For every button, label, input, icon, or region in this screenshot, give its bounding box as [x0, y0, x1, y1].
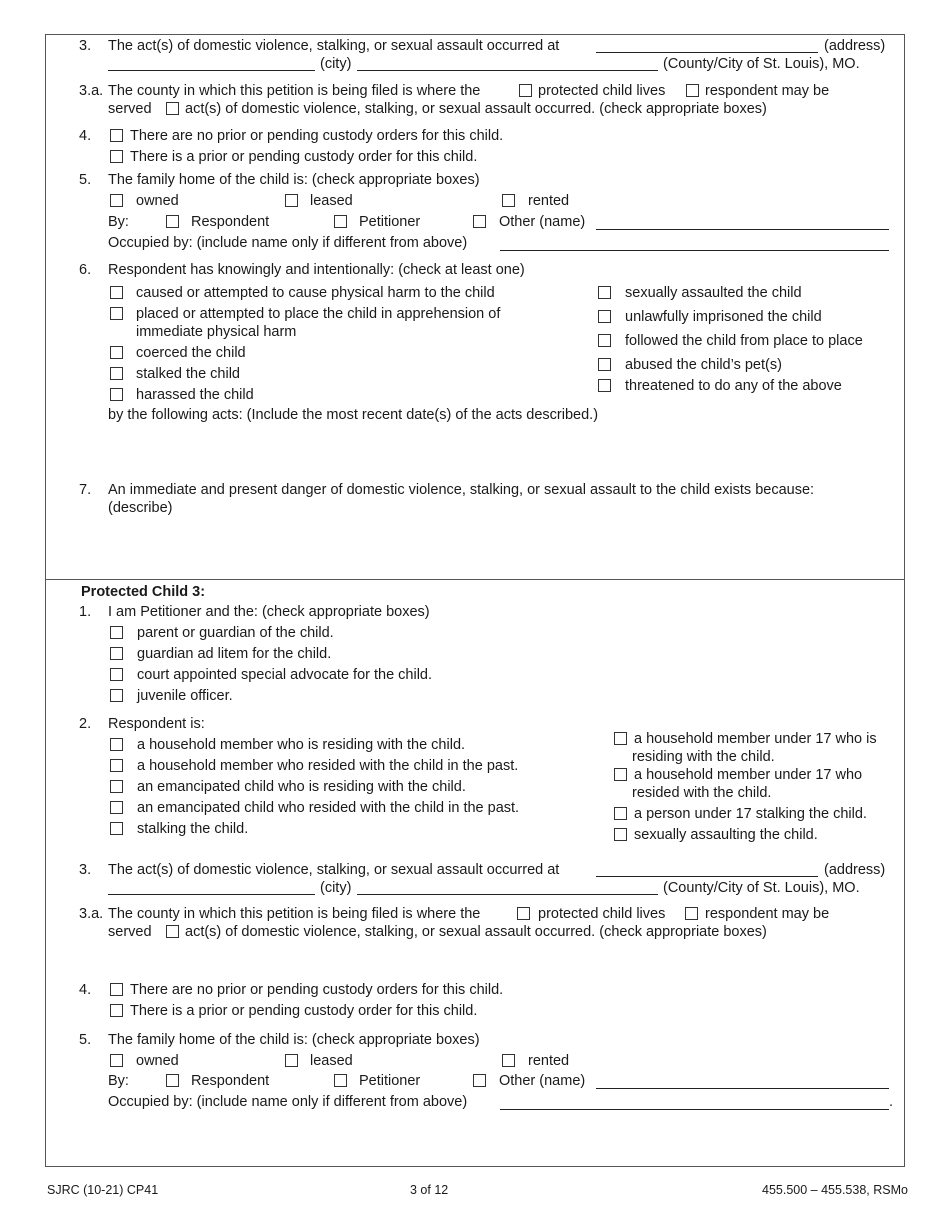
no-custody-checkbox[interactable]: [110, 129, 123, 142]
lives-label: protected child lives: [538, 906, 666, 922]
casa-checkbox[interactable]: [110, 668, 123, 681]
page-number: 3 of 12: [410, 1183, 449, 1197]
under17-stalking-checkbox[interactable]: [614, 807, 627, 820]
coerced-checkbox[interactable]: [110, 346, 123, 359]
casa-label: court appointed special advocate for the child.: [137, 667, 433, 683]
item6-text: Respondent has knowingly and intentionally: (check at least one): [108, 262, 525, 278]
followed-checkbox[interactable]: [598, 334, 611, 347]
harm-label: caused or attempted to cause physical harm to the child: [136, 285, 495, 301]
item-number: 4.: [79, 128, 92, 144]
under17-resided-label: a household member under 17 who: [634, 767, 863, 783]
by-petitioner-checkbox[interactable]: [334, 215, 347, 228]
pets-checkbox[interactable]: [598, 358, 611, 371]
threatened-label: threatened to do any of the above: [625, 378, 842, 394]
followed-label: followed the child from place to place: [625, 333, 863, 349]
apprehension-label: placed or attempted to place the child in apprehension of: [136, 306, 501, 322]
threatened-checkbox[interactable]: [598, 379, 611, 392]
address-field[interactable]: [596, 876, 818, 877]
item-number: 5.: [79, 1032, 92, 1048]
by-respondent-label: Respondent: [191, 1073, 270, 1089]
leased-label: leased: [310, 193, 353, 209]
acts-occurred-checkbox[interactable]: [166, 102, 179, 115]
stalking-checkbox[interactable]: [110, 822, 123, 835]
lives-checkbox[interactable]: [517, 907, 530, 920]
item3a-text: The county in which this petition is being filed is where the: [108, 906, 481, 922]
gal-checkbox[interactable]: [110, 647, 123, 660]
lives-checkbox[interactable]: [519, 84, 532, 97]
household-resided-label: a household member who resided with the child in the past.: [137, 758, 519, 774]
section-heading: Protected Child 3:: [81, 584, 206, 600]
occupied-label: Occupied by: (include name only if different from above): [108, 235, 468, 251]
item1-text: I am Petitioner and the: (check appropriate boxes): [108, 604, 430, 620]
emancipated-resided-label: an emancipated child who resided with the child in the past.: [137, 800, 520, 816]
household-residing-checkbox[interactable]: [110, 738, 123, 751]
occupied-label: Occupied by: (include name only if different from above): [108, 1094, 468, 1110]
statute-reference: 455.500 – 455.538, RSMo: [762, 1183, 908, 1197]
address-label: (address): [824, 862, 886, 878]
by-respondent-label: Respondent: [191, 214, 270, 230]
by-petitioner-label: Petitioner: [359, 1073, 421, 1089]
emancipated-residing-label: an emancipated child who is residing with the child.: [137, 779, 466, 795]
owned-label: owned: [136, 193, 179, 209]
county-field[interactable]: [357, 894, 658, 895]
lives-label: protected child lives: [538, 83, 666, 99]
item-number: 6.: [79, 262, 92, 278]
item-number: 3.a.: [79, 83, 104, 99]
no-custody-label: There are no prior or pending custody orders for this child.: [130, 128, 504, 144]
respondent-served-label: respondent may be: [705, 83, 830, 99]
gal-label: guardian ad litem for the child.: [137, 646, 332, 662]
under17-resided-label-cont: resided with the child.: [632, 785, 772, 801]
juvenile-officer-checkbox[interactable]: [110, 689, 123, 702]
by-other-checkbox[interactable]: [473, 1074, 486, 1087]
by-other-label: Other (name): [499, 214, 586, 230]
by-petitioner-checkbox[interactable]: [334, 1074, 347, 1087]
address-label: (address): [824, 38, 886, 54]
harassed-checkbox[interactable]: [110, 388, 123, 401]
leased-checkbox[interactable]: [285, 194, 298, 207]
item5-text: The family home of the child is: (check appropriate boxes): [108, 172, 480, 188]
parent-checkbox[interactable]: [110, 626, 123, 639]
section-divider: [45, 579, 905, 580]
household-resided-checkbox[interactable]: [110, 759, 123, 772]
no-custody-label: There are no prior or pending custody orders for this child.: [130, 982, 504, 998]
respondent-served-label: respondent may be: [705, 906, 830, 922]
leased-label: leased: [310, 1053, 353, 1069]
address-field[interactable]: [596, 52, 818, 53]
stalking-label: stalking the child.: [137, 821, 249, 837]
owned-checkbox[interactable]: [110, 1054, 123, 1067]
by-respondent-checkbox[interactable]: [166, 215, 179, 228]
apprehension-label-cont: immediate physical harm: [136, 324, 297, 340]
describe-label: (describe): [108, 500, 173, 516]
item-number: 4.: [79, 982, 92, 998]
county-label: (County/City of St. Louis), MO.: [663, 880, 860, 896]
occupied-field[interactable]: [500, 1109, 889, 1110]
item-number: 5.: [79, 172, 92, 188]
by-other-checkbox[interactable]: [473, 215, 486, 228]
item5-text: The family home of the child is: (check appropriate boxes): [108, 1032, 480, 1048]
juvenile-officer-label: juvenile officer.: [137, 688, 233, 704]
no-custody-checkbox[interactable]: [110, 983, 123, 996]
under17-stalking-label: a person under 17 stalking the child.: [634, 806, 867, 822]
emancipated-resided-checkbox[interactable]: [110, 801, 123, 814]
served-text: served: [108, 924, 152, 940]
respondent-served-checkbox[interactable]: [685, 907, 698, 920]
city-field[interactable]: [108, 894, 315, 895]
other-name-field[interactable]: [596, 229, 889, 230]
sexually-assaulted-checkbox[interactable]: [598, 286, 611, 299]
pets-label: abused the child’s pet(s): [625, 357, 782, 373]
prior-custody-checkbox[interactable]: [110, 1004, 123, 1017]
item-number: 7.: [79, 482, 92, 498]
rented-label: rented: [528, 1053, 570, 1069]
item7-text: An immediate and present danger of domestic violence, stalking, or sexual assault to the child exists because:: [108, 482, 815, 498]
by-other-label: Other (name): [499, 1073, 586, 1089]
city-field[interactable]: [108, 70, 315, 71]
imprisoned-label: unlawfully imprisoned the child: [625, 309, 822, 325]
leased-checkbox[interactable]: [285, 1054, 298, 1067]
rented-label: rented: [528, 193, 570, 209]
stalked-checkbox[interactable]: [110, 367, 123, 380]
prior-custody-checkbox[interactable]: [110, 150, 123, 163]
emancipated-residing-checkbox[interactable]: [110, 780, 123, 793]
by-label: By:: [108, 1073, 129, 1089]
by-label: By:: [108, 214, 129, 230]
sexually-assaulting-checkbox[interactable]: [614, 828, 627, 841]
city-label: (city): [320, 880, 352, 896]
by-petitioner-label: Petitioner: [359, 214, 421, 230]
sexually-assaulted-label: sexually assaulted the child: [625, 285, 802, 301]
under17-residing-label: a household member under 17 who is: [634, 731, 877, 747]
coerced-label: coerced the child: [136, 345, 246, 361]
acts-text: by the following acts: (Include the most recent date(s) of the acts described.): [108, 407, 599, 423]
served-text: served: [108, 101, 152, 117]
harassed-label: harassed the child: [136, 387, 254, 403]
item-number: 2.: [79, 716, 92, 732]
under17-residing-label-cont: residing with the child.: [632, 749, 775, 765]
prior-custody-label: There is a prior or pending custody order for this child.: [130, 149, 478, 165]
imprisoned-checkbox[interactable]: [598, 310, 611, 323]
rented-checkbox[interactable]: [502, 194, 515, 207]
respondent-served-checkbox[interactable]: [686, 84, 699, 97]
city-label: (city): [320, 56, 352, 72]
item3-text: The act(s) of domestic violence, stalking, or sexual assault occurred at: [108, 862, 560, 878]
county-label: (County/City of St. Louis), MO.: [663, 56, 860, 72]
owned-checkbox[interactable]: [110, 194, 123, 207]
item2-text: Respondent is:: [108, 716, 205, 732]
item-number: 3.a.: [79, 906, 104, 922]
under17-residing-checkbox[interactable]: [614, 732, 627, 745]
rented-checkbox[interactable]: [502, 1054, 515, 1067]
harm-checkbox[interactable]: [110, 286, 123, 299]
other-name-field[interactable]: [596, 1088, 889, 1089]
parent-label: parent or guardian of the child.: [137, 625, 334, 641]
occupied-field[interactable]: [500, 250, 889, 251]
county-field[interactable]: [357, 70, 658, 71]
stalked-label: stalked the child: [136, 366, 240, 382]
acts-occurred-label: act(s) of domestic violence, stalking, or sexual assault occurred. (check appropriate boxes): [185, 924, 767, 940]
item-number: 3.: [79, 38, 92, 54]
acts-occurred-label: act(s) of domestic violence, stalking, or sexual assault occurred. (check appropriate boxes): [185, 101, 767, 117]
by-respondent-checkbox[interactable]: [166, 1074, 179, 1087]
item-number: 1.: [79, 604, 92, 620]
owned-label: owned: [136, 1053, 179, 1069]
item-number: 3.: [79, 862, 92, 878]
under17-resided-checkbox[interactable]: [614, 768, 627, 781]
sexually-assaulting-label: sexually assaulting the child.: [634, 827, 818, 843]
acts-occurred-checkbox[interactable]: [166, 925, 179, 938]
prior-custody-label: There is a prior or pending custody order for this child.: [130, 1003, 478, 1019]
household-residing-label: a household member who is residing with the child.: [137, 737, 466, 753]
item3a-text: The county in which this petition is being filed is where the: [108, 83, 481, 99]
form-id: SJRC (10-21) CP41: [47, 1183, 159, 1197]
item3-text: The act(s) of domestic violence, stalking, or sexual assault occurred at: [108, 38, 560, 54]
apprehension-checkbox[interactable]: [110, 307, 123, 320]
occupied-end-period: .: [889, 1094, 894, 1110]
